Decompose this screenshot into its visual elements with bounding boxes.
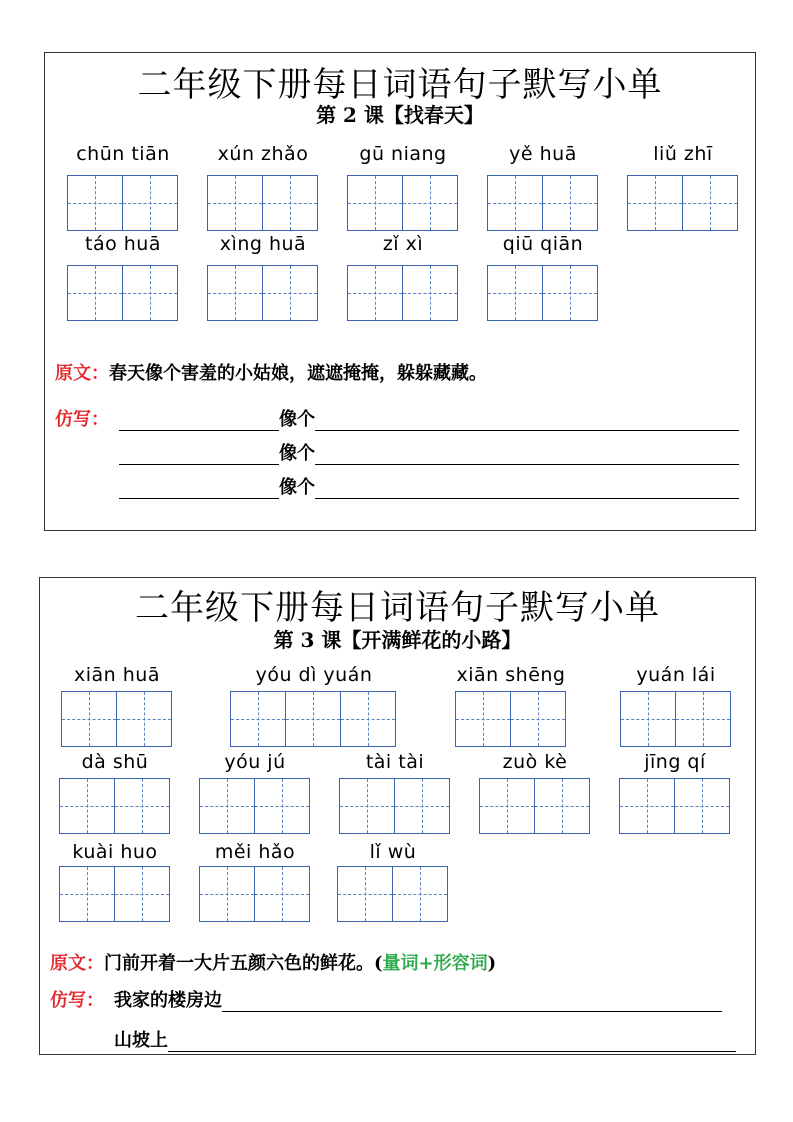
writing-grid[interactable] — [199, 866, 310, 922]
tianzige-cell[interactable] — [627, 175, 683, 231]
pinyin-label: yuán lái — [636, 664, 716, 686]
pinyin-label: lǐ wù — [369, 841, 417, 863]
tianzige-cell[interactable] — [675, 778, 730, 834]
worksheet-title: 二年级下册每日词语句子默写小单 — [137, 65, 663, 105]
tianzige-cell[interactable] — [543, 265, 598, 321]
writing-grid[interactable] — [487, 175, 598, 231]
tianzige-cell[interactable] — [676, 691, 731, 747]
tianzige-cell[interactable] — [263, 265, 318, 321]
pinyin-label: tài tài — [365, 751, 425, 773]
worksheet-card-lesson-3 — [39, 577, 756, 1055]
tianzige-cell[interactable] — [455, 691, 511, 747]
writing-grid[interactable] — [455, 691, 566, 747]
tianzige-cell[interactable] — [511, 691, 566, 747]
imitation-word: 像个 — [279, 443, 315, 464]
tianzige-cell[interactable] — [117, 691, 172, 747]
pinyin-label: zǐ xì — [382, 233, 424, 255]
tianzige-cell[interactable] — [620, 691, 676, 747]
writing-grid[interactable] — [627, 175, 738, 231]
tianzige-cell[interactable] — [61, 691, 117, 747]
imitation-prompt: 山坡上 — [114, 1030, 168, 1051]
writing-grid[interactable] — [347, 265, 458, 321]
pinyin-label: táo huā — [85, 233, 161, 255]
original-hint: 量词+形容词 — [382, 953, 488, 974]
pinyin-label: gū niang — [359, 143, 447, 165]
tianzige-cell[interactable] — [115, 866, 170, 922]
writing-grid[interactable] — [59, 778, 170, 834]
worksheet-card-lesson-2 — [44, 52, 756, 531]
tianzige-cell[interactable] — [487, 265, 543, 321]
pinyin-label: xún zhǎo — [217, 143, 309, 165]
writing-grid[interactable] — [479, 778, 590, 834]
tianzige-cell[interactable] — [230, 691, 286, 747]
writing-grid[interactable] — [199, 778, 310, 834]
tianzige-cell[interactable] — [683, 175, 738, 231]
original-hint-close: ) — [487, 953, 497, 974]
writing-grid[interactable] — [67, 175, 178, 231]
pinyin-label: yóu dì yuán — [255, 664, 373, 686]
imitation-line[interactable] — [119, 439, 739, 465]
original-label: 原文： — [50, 953, 104, 974]
writing-grid[interactable] — [339, 778, 450, 834]
tianzige-cell[interactable] — [395, 778, 450, 834]
tianzige-cell[interactable] — [393, 866, 448, 922]
tianzige-cell[interactable] — [286, 691, 341, 747]
original-sentence — [55, 359, 487, 385]
tianzige-cell[interactable] — [255, 866, 310, 922]
writing-grid[interactable] — [207, 265, 318, 321]
tianzige-cell[interactable] — [67, 175, 123, 231]
imitation-line[interactable] — [114, 986, 722, 1012]
tianzige-cell[interactable] — [263, 175, 318, 231]
tianzige-cell[interactable] — [207, 175, 263, 231]
writing-grid[interactable] — [67, 265, 178, 321]
writing-grid[interactable] — [61, 691, 172, 747]
pinyin-label: yóu jú — [224, 751, 286, 773]
imitation-label: 仿写： — [55, 409, 109, 430]
tianzige-cell[interactable] — [403, 265, 458, 321]
writing-grid[interactable] — [487, 265, 598, 321]
pinyin-label: xiān huā — [74, 664, 160, 686]
tianzige-cell[interactable] — [255, 778, 310, 834]
writing-grid[interactable] — [230, 691, 396, 747]
pinyin-label: chūn tiān — [76, 143, 170, 165]
original-text: 门前开着一大片五颜六色的鲜花。( — [104, 953, 383, 974]
imitation-line[interactable] — [119, 405, 739, 431]
pinyin-label: jīng qí — [644, 751, 706, 773]
imitation-word: 像个 — [279, 477, 315, 498]
writing-grid[interactable] — [59, 866, 170, 922]
tianzige-cell[interactable] — [619, 778, 675, 834]
pinyin-label: liǔ zhī — [653, 143, 713, 165]
tianzige-cell[interactable] — [341, 691, 396, 747]
tianzige-cell[interactable] — [339, 778, 395, 834]
tianzige-cell[interactable] — [59, 866, 115, 922]
tianzige-cell[interactable] — [115, 778, 170, 834]
pinyin-label: dà shū — [81, 751, 149, 773]
tianzige-cell[interactable] — [199, 778, 255, 834]
original-sentence — [50, 949, 496, 975]
imitation-word: 像个 — [279, 409, 315, 430]
writing-grid[interactable] — [337, 866, 448, 922]
pinyin-label: xiān shēng — [456, 664, 566, 686]
imitation-prompt: 我家的楼房边 — [114, 990, 222, 1011]
tianzige-cell[interactable] — [543, 175, 598, 231]
tianzige-cell[interactable] — [347, 265, 403, 321]
pinyin-label: qiū qiān — [502, 233, 584, 255]
tianzige-cell[interactable] — [535, 778, 590, 834]
writing-grid[interactable] — [620, 691, 731, 747]
tianzige-cell[interactable] — [199, 866, 255, 922]
tianzige-cell[interactable] — [337, 866, 393, 922]
pinyin-label: xìng huā — [219, 233, 307, 255]
imitation-label: 仿写： — [50, 990, 104, 1011]
writing-grid[interactable] — [347, 175, 458, 231]
tianzige-cell[interactable] — [347, 175, 403, 231]
imitation-line[interactable] — [119, 473, 739, 499]
pinyin-label: měi hǎo — [214, 841, 296, 863]
pinyin-label: yě huā — [509, 143, 577, 165]
lesson-title: 第 3 课【开满鲜花的小路】 — [273, 628, 522, 652]
tianzige-cell[interactable] — [123, 265, 178, 321]
original-label: 原文： — [55, 363, 109, 384]
tianzige-cell[interactable] — [479, 778, 535, 834]
pinyin-label: kuài huo — [72, 841, 158, 863]
writing-grid[interactable] — [619, 778, 730, 834]
original-text: 春天像个害羞的小姑娘，遮遮掩掩，躲躲藏藏。 — [109, 363, 487, 384]
tianzige-cell[interactable] — [59, 778, 115, 834]
tianzige-cell[interactable] — [67, 265, 123, 321]
tianzige-cell[interactable] — [487, 175, 543, 231]
worksheet-title: 二年级下册每日词语句子默写小单 — [135, 588, 660, 628]
tianzige-cell[interactable] — [207, 265, 263, 321]
tianzige-cell[interactable] — [403, 175, 458, 231]
pinyin-label: zuò kè — [502, 751, 568, 773]
writing-grid[interactable] — [207, 175, 318, 231]
imitation-line[interactable] — [114, 1026, 736, 1052]
lesson-title: 第 2 课【找春天】 — [316, 103, 484, 127]
tianzige-cell[interactable] — [123, 175, 178, 231]
